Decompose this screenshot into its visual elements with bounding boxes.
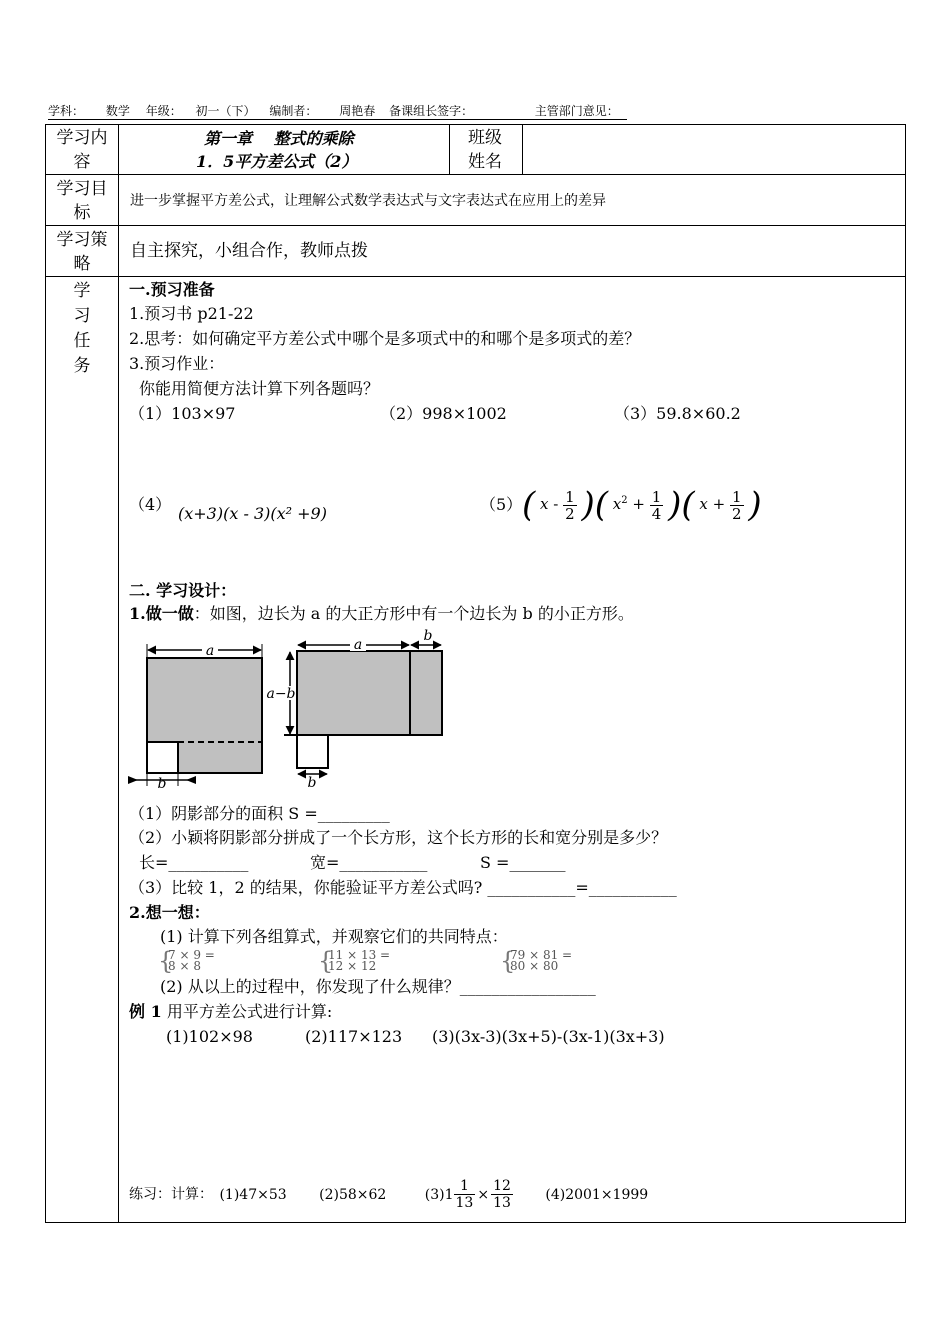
prep-item-2: 2.思考：如何确定平方差公式中哪个是多项式中的和哪个是多项式的差？	[129, 329, 641, 348]
prep-problem-4-expr: (x+3)(x - 3)(x² +9)	[178, 504, 327, 523]
row-label-strategy: 学习策略	[56, 230, 108, 274]
example-1-p2: (2)117×123	[305, 1027, 403, 1046]
prep-question: 你能用简便方法计算下列各题吗？	[139, 379, 380, 398]
design-title: 二. 学习设计：	[129, 581, 237, 600]
example-1-p1: (1)102×98	[166, 1027, 253, 1046]
prep-title: 一.预习准备	[129, 280, 215, 299]
right-small-square	[297, 735, 328, 768]
question-2-long: 长=__________	[139, 853, 249, 872]
goal-text: 进一步掌握平方差公式，让理解公式数学表达式与文字表达式在应用上的差异	[130, 193, 606, 209]
section-title: 1．5平方差公式（2）	[196, 152, 358, 171]
right-shaded-rect	[297, 651, 442, 735]
think-2: (2) 从以上的过程中，你发现了什么规律？_________________	[160, 977, 596, 996]
grade-value: 初一（下）	[195, 104, 256, 118]
row-label-task: 学习任务	[73, 281, 91, 376]
practice-label: 练习：计算：	[129, 1186, 213, 1203]
frac-half: $\frac{1}{2}$	[565, 487, 575, 523]
question-2: （2）小颖将阴影部分拼成了一个长方形，这个长方形的长和宽分别是多少？	[129, 828, 668, 847]
editor-value: 周艳春	[339, 104, 376, 118]
practice-4: (4)2001×1999	[545, 1186, 649, 1203]
group-3: { 79 × 81 = 80 × 80	[500, 947, 573, 975]
grade-label: 年级：	[145, 104, 182, 118]
subject-value: 数学	[105, 104, 130, 118]
prep-problem-4-label: （4）	[129, 495, 172, 514]
var-x: x	[540, 495, 549, 513]
practice-2: (2)58×62	[319, 1186, 387, 1203]
square-figure	[124, 628, 454, 788]
left-b-label: b	[157, 776, 167, 788]
prep-item-3: 3.预习作业：	[129, 354, 225, 373]
example-1: 例 1 用平方差公式进行计算:	[129, 1002, 333, 1021]
example-1-p3: (3)(3x-3)(3x+5)-(3x-1)(3x+3)	[432, 1027, 665, 1046]
class-name-label: 班级 姓名	[468, 128, 502, 172]
prep-problem-5-label: （5）	[480, 495, 523, 514]
prep-problem-5-expr: ( x - $\frac{1}{2}$ )( $x^2$ + $\frac{1}{4}$ )( x + $\frac{1}{2}$ )	[522, 485, 762, 525]
frac-quarter: $\frac{1}{4}$	[651, 487, 662, 523]
left-a-label: a	[205, 643, 215, 659]
practice-1: (1)47×53	[219, 1186, 287, 1203]
right-b-label-top: b	[423, 628, 433, 644]
practice-line	[129, 1178, 648, 1222]
editor-label: 编制者：	[269, 104, 318, 118]
paren-close: )	[748, 485, 762, 525]
do-it-line: 1.做一做：如图，边长为 a 的大正方形中有一个边长为 b 的小正方形。	[129, 604, 634, 623]
question-2-s: S =_______	[480, 853, 566, 872]
row-label-goal: 学习目标	[56, 179, 108, 223]
right-b-label-bottom: b	[307, 775, 317, 788]
question-1: （1）阴影部分的面积 S =_________	[129, 804, 390, 823]
class-name-field[interactable]	[524, 126, 904, 174]
prep-problem-2: （2）998×1002	[380, 404, 507, 423]
think-title: 2.想一想：	[129, 903, 210, 922]
chapter-title: 第一章 整式的乘除	[204, 129, 354, 148]
left-small-square	[147, 742, 178, 773]
group-2: { 11 × 13 = 12 × 12	[318, 947, 391, 975]
right-a-label: a	[353, 637, 363, 653]
leader-label: 备课组长签字：	[389, 104, 474, 118]
prep-item-1: 1.预习书 p21-22	[129, 304, 254, 323]
right-amb-label: a−b	[266, 686, 296, 702]
question-2-wide: 宽=___________	[310, 853, 428, 872]
dept-label: 主管部门意见：	[534, 104, 619, 118]
strategy-text: 自主探究，小组合作，教师点拨	[130, 241, 368, 261]
group-1: { 7 × 9 = 8 × 8	[158, 947, 215, 975]
practice-3: (3)1 $\frac{1}{13}$ × $\frac{12}{13}$	[424, 1178, 511, 1211]
paren-open: (	[522, 485, 536, 525]
think-1: (1) 计算下列各组算式，并观察它们的共同特点：	[160, 927, 508, 946]
prep-problem-3: （3）59.8×60.2	[614, 404, 741, 423]
header-line	[48, 103, 627, 120]
row-label-content: 学习内容	[56, 128, 108, 172]
frac-half-2: $\frac{1}{2}$	[732, 487, 742, 523]
subject-label: 学科：	[48, 104, 85, 118]
prep-problem-1: （1）103×97	[129, 404, 236, 423]
question-3: （3）比较 1，2 的结果，你能验证平方差公式吗? ___________=___________	[129, 878, 677, 897]
